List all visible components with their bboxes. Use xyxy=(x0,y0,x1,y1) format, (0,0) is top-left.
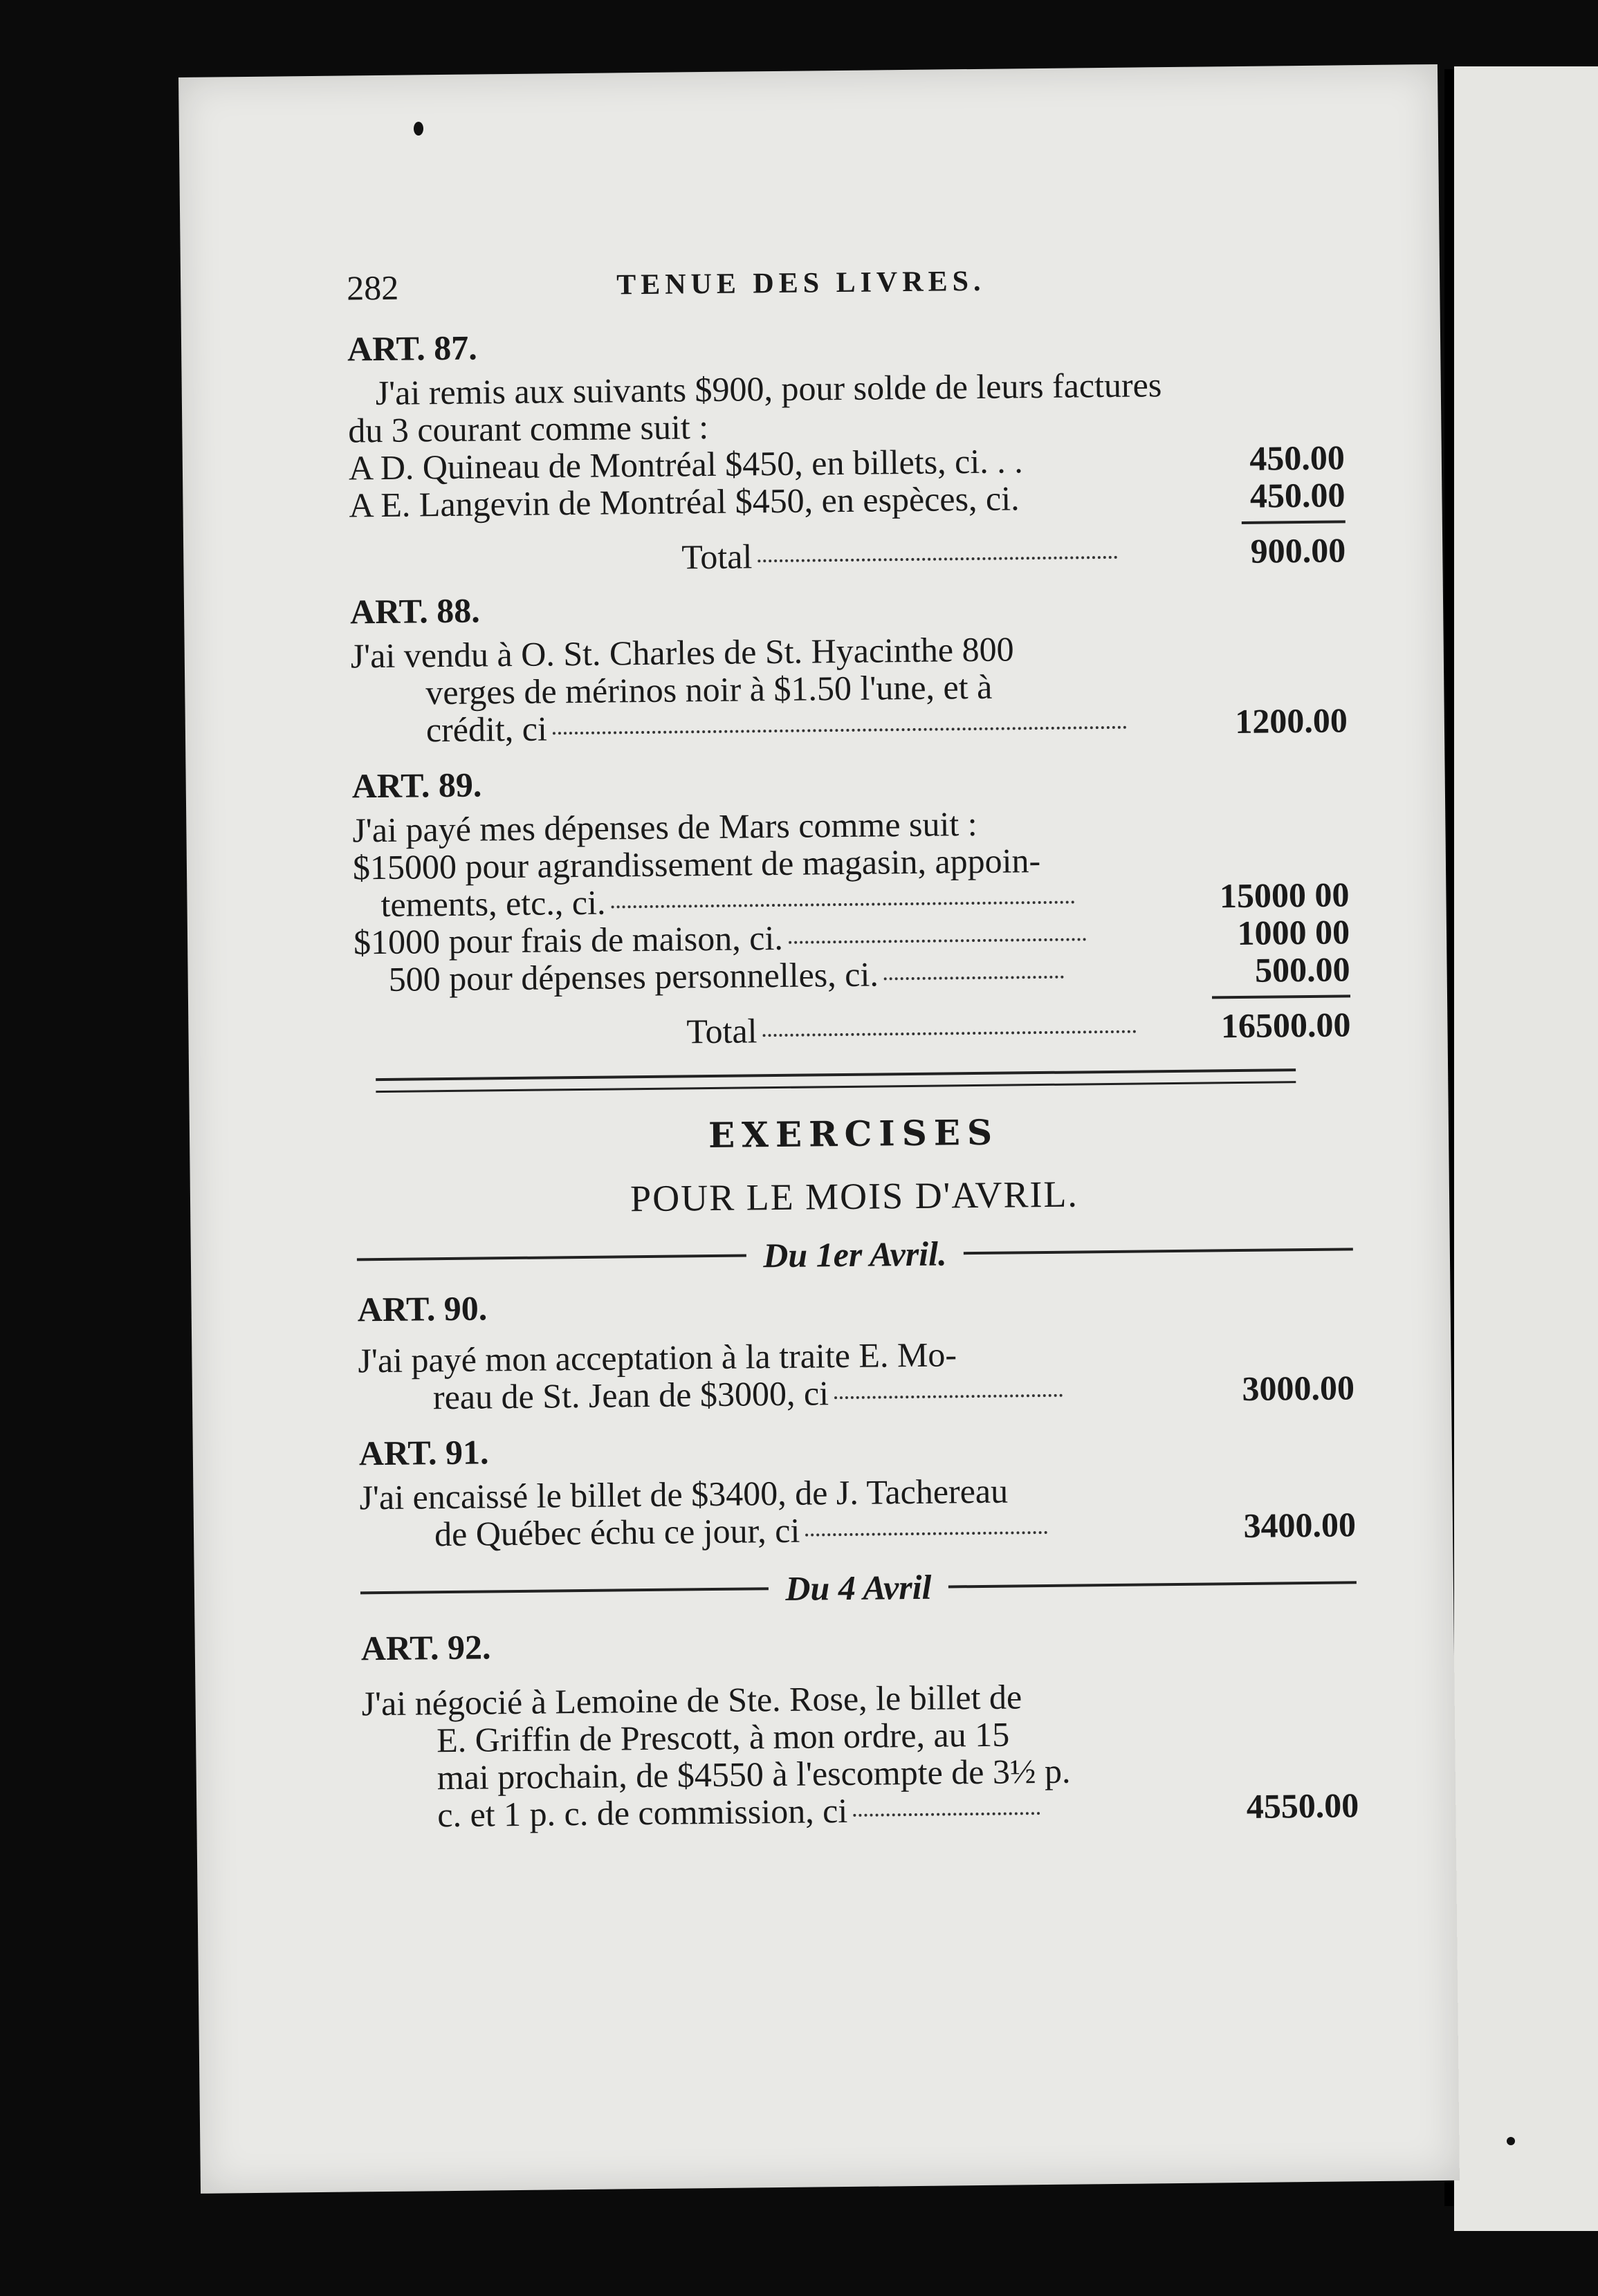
book-title: TENUE DES LIVRES. xyxy=(616,265,986,302)
total-label: Total xyxy=(686,1008,1137,1050)
item-amount: 450.00 xyxy=(1249,438,1346,478)
adjacent-page xyxy=(1454,66,1598,2231)
item-text: A E. Langevin de Montréal $450, en espèces, ci. xyxy=(349,479,1020,525)
total-amount: 16500.00 xyxy=(1220,1005,1351,1046)
section-double-rule xyxy=(376,1068,1296,1093)
article-90-heading: ART. 90. xyxy=(357,1288,488,1329)
total-amount: 900.00 xyxy=(1250,530,1346,571)
article-92-line: J'ai négocié à Lemoine de Ste. Rose, le billet de xyxy=(361,1677,1022,1723)
article-91 xyxy=(359,1468,1356,1553)
article-90-line: J'ai payé mon acceptation à la traite E. Mo- xyxy=(358,1335,957,1380)
article-91-amount: 3400.00 xyxy=(1243,1505,1357,1545)
divider-bar xyxy=(948,1581,1356,1588)
article-89-total xyxy=(354,1006,1351,1055)
divider-bar xyxy=(964,1248,1353,1255)
article-92-heading: ART. 92. xyxy=(360,1627,491,1668)
article-91-heading: ART. 91. xyxy=(358,1432,489,1473)
article-88-line-last: crédit, ci 1200.00 xyxy=(425,701,1348,750)
date-divider-1 xyxy=(357,1230,1353,1278)
article-89-line: J'ai payé mes dépenses de Mars comme suit : xyxy=(352,804,977,850)
date-divider-2 xyxy=(360,1564,1357,1611)
article-90-line-last: reau de St. Jean de $3000, ci 3000.00 xyxy=(432,1368,1355,1417)
sum-rule xyxy=(1212,994,1350,999)
article-89 xyxy=(352,801,1351,1055)
page-number: 282 xyxy=(346,268,399,308)
article-88-line: J'ai vendu à O. St. Charles de St. Hyacinthe 800 xyxy=(350,629,1014,676)
scan-speck xyxy=(1507,2137,1515,2145)
article-92 xyxy=(361,1674,1359,1834)
date-label: Du 1er Avril. xyxy=(762,1234,947,1275)
section-subheading: POUR LE MOIS D'AVRIL. xyxy=(630,1173,1079,1220)
article-90-amount: 3000.00 xyxy=(1242,1368,1355,1409)
item-amount: 15000 00 xyxy=(1219,875,1350,916)
date-label: Du 4 Avril xyxy=(785,1567,932,1608)
article-91-line: J'ai encaissé le billet de $3400, de J. Tachereau xyxy=(359,1471,1009,1517)
article-87-line: du 3 courant comme suit : xyxy=(348,407,709,450)
item-amount: 500.00 xyxy=(1254,950,1350,990)
item-text: A D. Quineau de Montréal $450, en billets, ci. . . xyxy=(348,441,1023,488)
article-89-heading: ART. 89. xyxy=(351,765,482,806)
scan-speck xyxy=(414,122,423,136)
article-89-item-2: $1000 pour frais de maison, ci. 1000 00 xyxy=(353,912,1350,962)
article-90 xyxy=(358,1331,1354,1416)
article-87-line: J'ai remis aux suivants $900, pour solde de leurs factures xyxy=(375,365,1162,413)
sum-rule xyxy=(1242,520,1346,524)
article-87 xyxy=(348,364,1346,580)
item-amount: 450.00 xyxy=(1249,475,1346,515)
article-92-line: mai prochain, de $4550 à l'escompte de 3½ p. xyxy=(437,1751,1071,1797)
divider-bar xyxy=(360,1587,769,1594)
section-heading: EXERCISES xyxy=(708,1111,1000,1156)
article-88-line: verges de mérinos noir à $1.50 l'une, et à xyxy=(425,667,993,712)
article-88 xyxy=(350,627,1348,749)
page-content xyxy=(347,259,1359,1834)
article-87-heading: ART. 87. xyxy=(347,328,478,369)
article-87-total xyxy=(349,531,1346,580)
article-92-line: E. Griffin de Prescott, à mon ordre, au 15 xyxy=(436,1714,1010,1760)
running-head xyxy=(347,259,1343,317)
divider-bar xyxy=(357,1254,746,1261)
article-89-line: $15000 pour agrandissement de magasin, appoin- xyxy=(352,841,1041,887)
article-92-line-last: c. et 1 p. c. de commission, ci 4550.00 xyxy=(437,1786,1359,1835)
article-91-line-last: de Québec échu ce jour, ci 3400.00 xyxy=(434,1505,1357,1554)
item-amount: 1000 00 xyxy=(1237,912,1350,953)
article-89-item-3: 500 pour dépenses personnelles, ci. 500.00 xyxy=(388,950,1350,999)
article-92-amount: 4550.00 xyxy=(1246,1786,1359,1826)
total-label: Total xyxy=(681,534,1118,576)
article-88-amount: 1200.00 xyxy=(1235,701,1348,741)
book-page xyxy=(178,64,1460,2194)
article-88-heading: ART. 88. xyxy=(349,591,480,631)
article-89-item-1: tements, etc., ci. 15000 00 xyxy=(380,875,1350,925)
